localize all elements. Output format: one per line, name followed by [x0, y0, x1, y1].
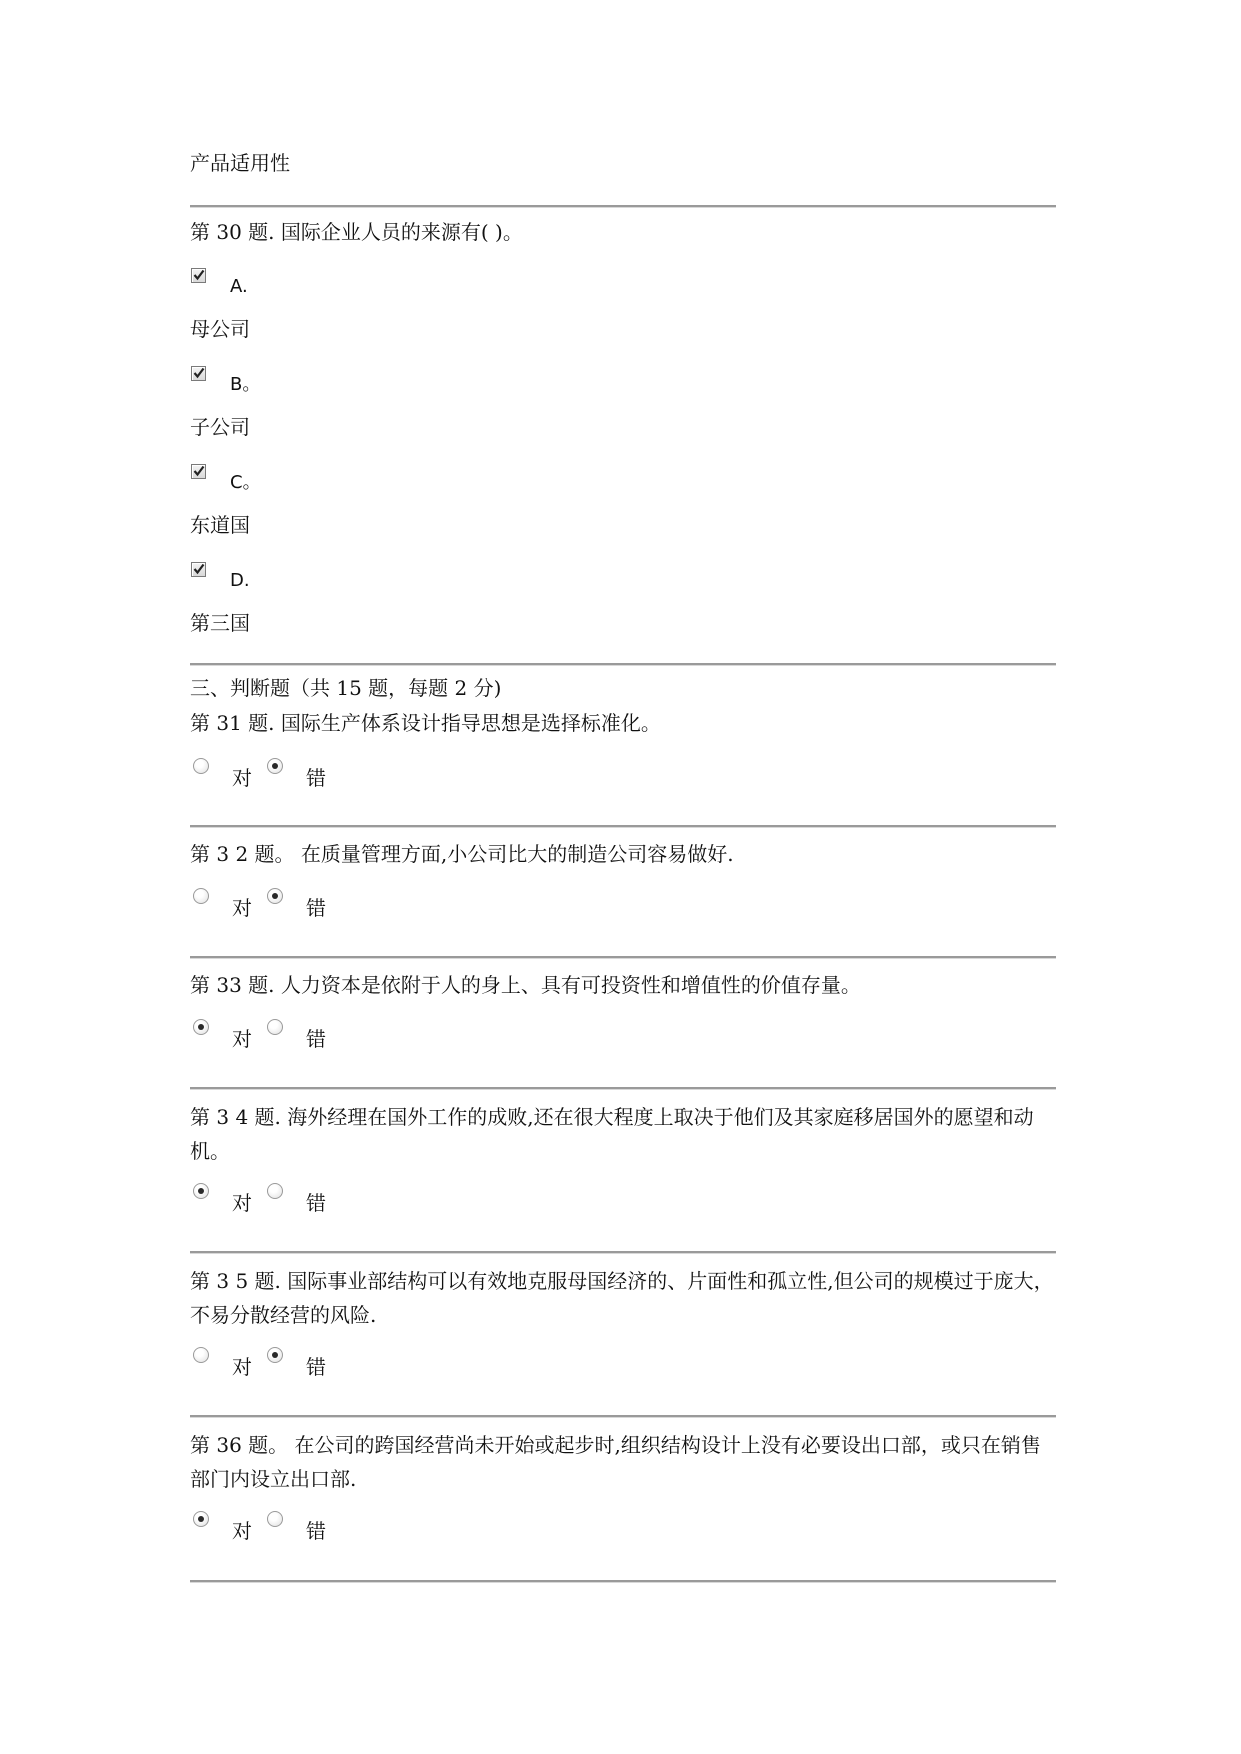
option-a-letter: A. — [230, 276, 248, 297]
question-32-title: 第 3 2 题。 在质量管理方面,小公司比大的制造公司容易做好. — [190, 842, 734, 866]
divider — [190, 663, 1056, 666]
q36-false-radio[interactable] — [267, 1511, 283, 1527]
checkmark-icon — [193, 465, 205, 477]
selected-dot-icon — [198, 1516, 204, 1522]
false-label: 错 — [306, 1027, 326, 1051]
question-33-title: 第 33 题. 人力资本是依附于人的身上、具有可投资性和增值性的价值存量。 — [190, 973, 861, 997]
q32-false-radio[interactable] — [267, 888, 283, 904]
selected-dot-icon — [272, 893, 278, 899]
true-label: 对 — [232, 896, 252, 920]
option-b-text: 子公司 — [190, 415, 250, 439]
option-a-text: 母公司 — [190, 317, 250, 341]
option-b-checkbox[interactable] — [191, 366, 206, 381]
selected-dot-icon — [272, 1352, 278, 1358]
divider — [190, 1580, 1056, 1583]
option-d-checkbox[interactable] — [191, 562, 206, 577]
checkmark-icon — [193, 367, 205, 379]
false-label: 错 — [306, 1519, 326, 1543]
checkmark-icon — [193, 563, 205, 575]
selected-dot-icon — [272, 763, 278, 769]
true-label: 对 — [232, 1519, 252, 1543]
question-34-title: 第 3 4 题. 海外经理在国外工作的成败,还在很大程度上取决于他们及其家庭移居国外的愿望和动机。 — [190, 1105, 1034, 1163]
option-a-checkbox[interactable] — [191, 268, 206, 283]
divider — [190, 205, 1056, 208]
divider — [190, 956, 1056, 959]
q31-true-radio[interactable] — [193, 758, 209, 774]
q31-false-radio[interactable] — [267, 758, 283, 774]
selected-dot-icon — [198, 1188, 204, 1194]
question-35-title: 第 3 5 题. 国际事业部结构可以有效地克服母国经济的、片面性和孤立性,但公司的规模过于庞大，不易分散经营的风险. — [190, 1269, 1054, 1327]
q32-true-radio[interactable] — [193, 888, 209, 904]
q35-false-radio[interactable] — [267, 1347, 283, 1363]
q33-true-radio[interactable] — [193, 1019, 209, 1035]
true-label: 对 — [232, 766, 252, 790]
divider — [190, 1415, 1056, 1418]
selected-dot-icon — [198, 1024, 204, 1030]
option-c-checkbox[interactable] — [191, 464, 206, 479]
option-c-letter: C。 — [230, 472, 261, 493]
false-label: 错 — [306, 1191, 326, 1215]
q34-false-radio[interactable] — [267, 1183, 283, 1199]
false-label: 错 — [306, 1355, 326, 1379]
section-header: 三、判断题（共 15 题，每题 2 分) — [190, 676, 502, 700]
true-label: 对 — [232, 1027, 252, 1051]
divider — [190, 1251, 1056, 1254]
q36-true-radio[interactable] — [193, 1511, 209, 1527]
question-36-title: 第 36 题。 在公司的跨国经营尚未开始或起步时,组织结构设计上没有必要设出口部，或只在销售部门内设立出口部. — [190, 1433, 1041, 1491]
false-label: 错 — [306, 766, 326, 790]
option-d-text: 第三国 — [190, 611, 250, 635]
q34-true-radio[interactable] — [193, 1183, 209, 1199]
option-b-letter: B。 — [230, 374, 261, 395]
true-label: 对 — [232, 1355, 252, 1379]
checkmark-icon — [193, 269, 205, 281]
q33-false-radio[interactable] — [267, 1019, 283, 1035]
question-31-title: 第 31 题. 国际生产体系设计指导思想是选择标准化。 — [190, 711, 661, 735]
previous-answer-text: 产品适用性 — [190, 151, 290, 175]
option-d-letter: D. — [230, 570, 250, 591]
question-30-title: 第 30 题. 国际企业人员的来源有( )。 — [190, 220, 523, 244]
true-label: 对 — [232, 1191, 252, 1215]
divider — [190, 825, 1056, 828]
divider — [190, 1087, 1056, 1090]
q35-true-radio[interactable] — [193, 1347, 209, 1363]
false-label: 错 — [306, 896, 326, 920]
option-c-text: 东道国 — [190, 513, 250, 537]
